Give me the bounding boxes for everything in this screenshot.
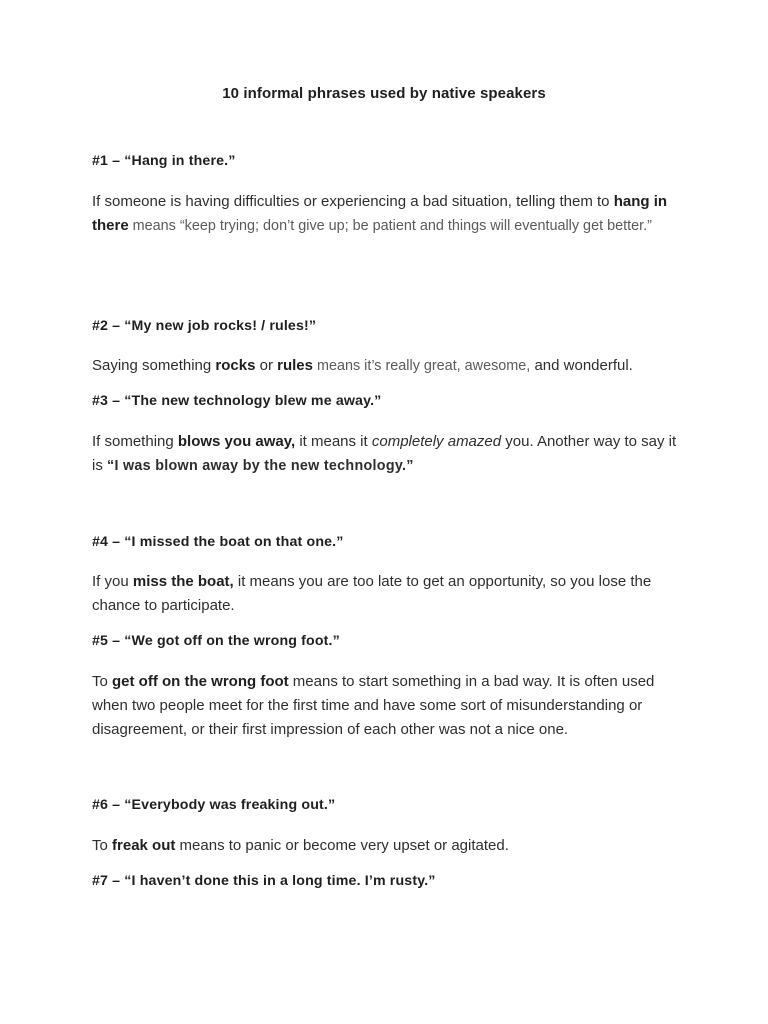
phrase-explanation-1 xyxy=(92,190,682,238)
phrase-explanation-4 xyxy=(92,570,682,618)
phrase-heading-4: #4 – “I missed the boat on that one.” xyxy=(92,534,344,550)
text: or xyxy=(255,357,278,374)
phrase-explanation-6 xyxy=(92,834,682,858)
phrase-explanation-2 xyxy=(92,354,682,378)
text: and wonderful. xyxy=(530,357,633,374)
example-sentence: “I was blown away by the new technology.” xyxy=(107,458,414,474)
text: means to panic or become very upset or agitated. xyxy=(175,837,509,854)
phrase-term: rules xyxy=(277,357,313,374)
phrase-term: hang in there xyxy=(92,193,668,234)
phrase-heading-1: #1 – “Hang in there.” xyxy=(92,153,236,169)
text: means it’s really great, awesome, xyxy=(312,358,531,374)
text: means to start something in a bad way. It is often used when two people meet for the first time and have some sort of misunderstanding or disagreement, or their first impression of each other was not a nice one. xyxy=(92,673,655,738)
text: To xyxy=(92,673,113,690)
text: you. Another way to say it is xyxy=(92,433,677,474)
phrase-term: freak out xyxy=(112,837,176,854)
phrase-heading-7: #7 – “I haven’t done this in a long time. I’m rusty.” xyxy=(92,873,436,889)
phrase-explanation-3 xyxy=(92,430,682,478)
text: it means you are too late to get an opportunity, so you lose the chance to participate. xyxy=(92,573,652,614)
text: If you xyxy=(92,573,133,590)
text: To xyxy=(92,837,113,854)
phrase-term: get off on the wrong foot xyxy=(112,673,289,690)
text: If someone is having difficulties or experiencing a bad situation, telling them to xyxy=(92,193,614,210)
phrase-heading-2: #2 – “My new job rocks! / rules!” xyxy=(92,318,317,334)
phrase-heading-5: #5 – “We got off on the wrong foot.” xyxy=(92,633,340,649)
document-title: 10 informal phrases used by native speakers xyxy=(222,85,546,102)
phrase-heading-6: #6 – “Everybody was freaking out.” xyxy=(92,797,336,813)
text: it means it xyxy=(295,433,372,450)
text: means “keep trying; don’t give up; be patient and things will eventually get better.” xyxy=(128,218,652,234)
phrase-term: miss the boat, xyxy=(132,573,234,590)
text: If something xyxy=(92,433,178,450)
phrase-heading-3: #3 – “The new technology blew me away.” xyxy=(92,393,382,409)
text: Saying something xyxy=(92,357,216,374)
phrase-explanation-5 xyxy=(92,670,682,742)
emphasis-text: completely amazed xyxy=(371,433,502,450)
phrase-term: blows you away, xyxy=(177,433,296,450)
phrase-term: rocks xyxy=(215,357,256,374)
